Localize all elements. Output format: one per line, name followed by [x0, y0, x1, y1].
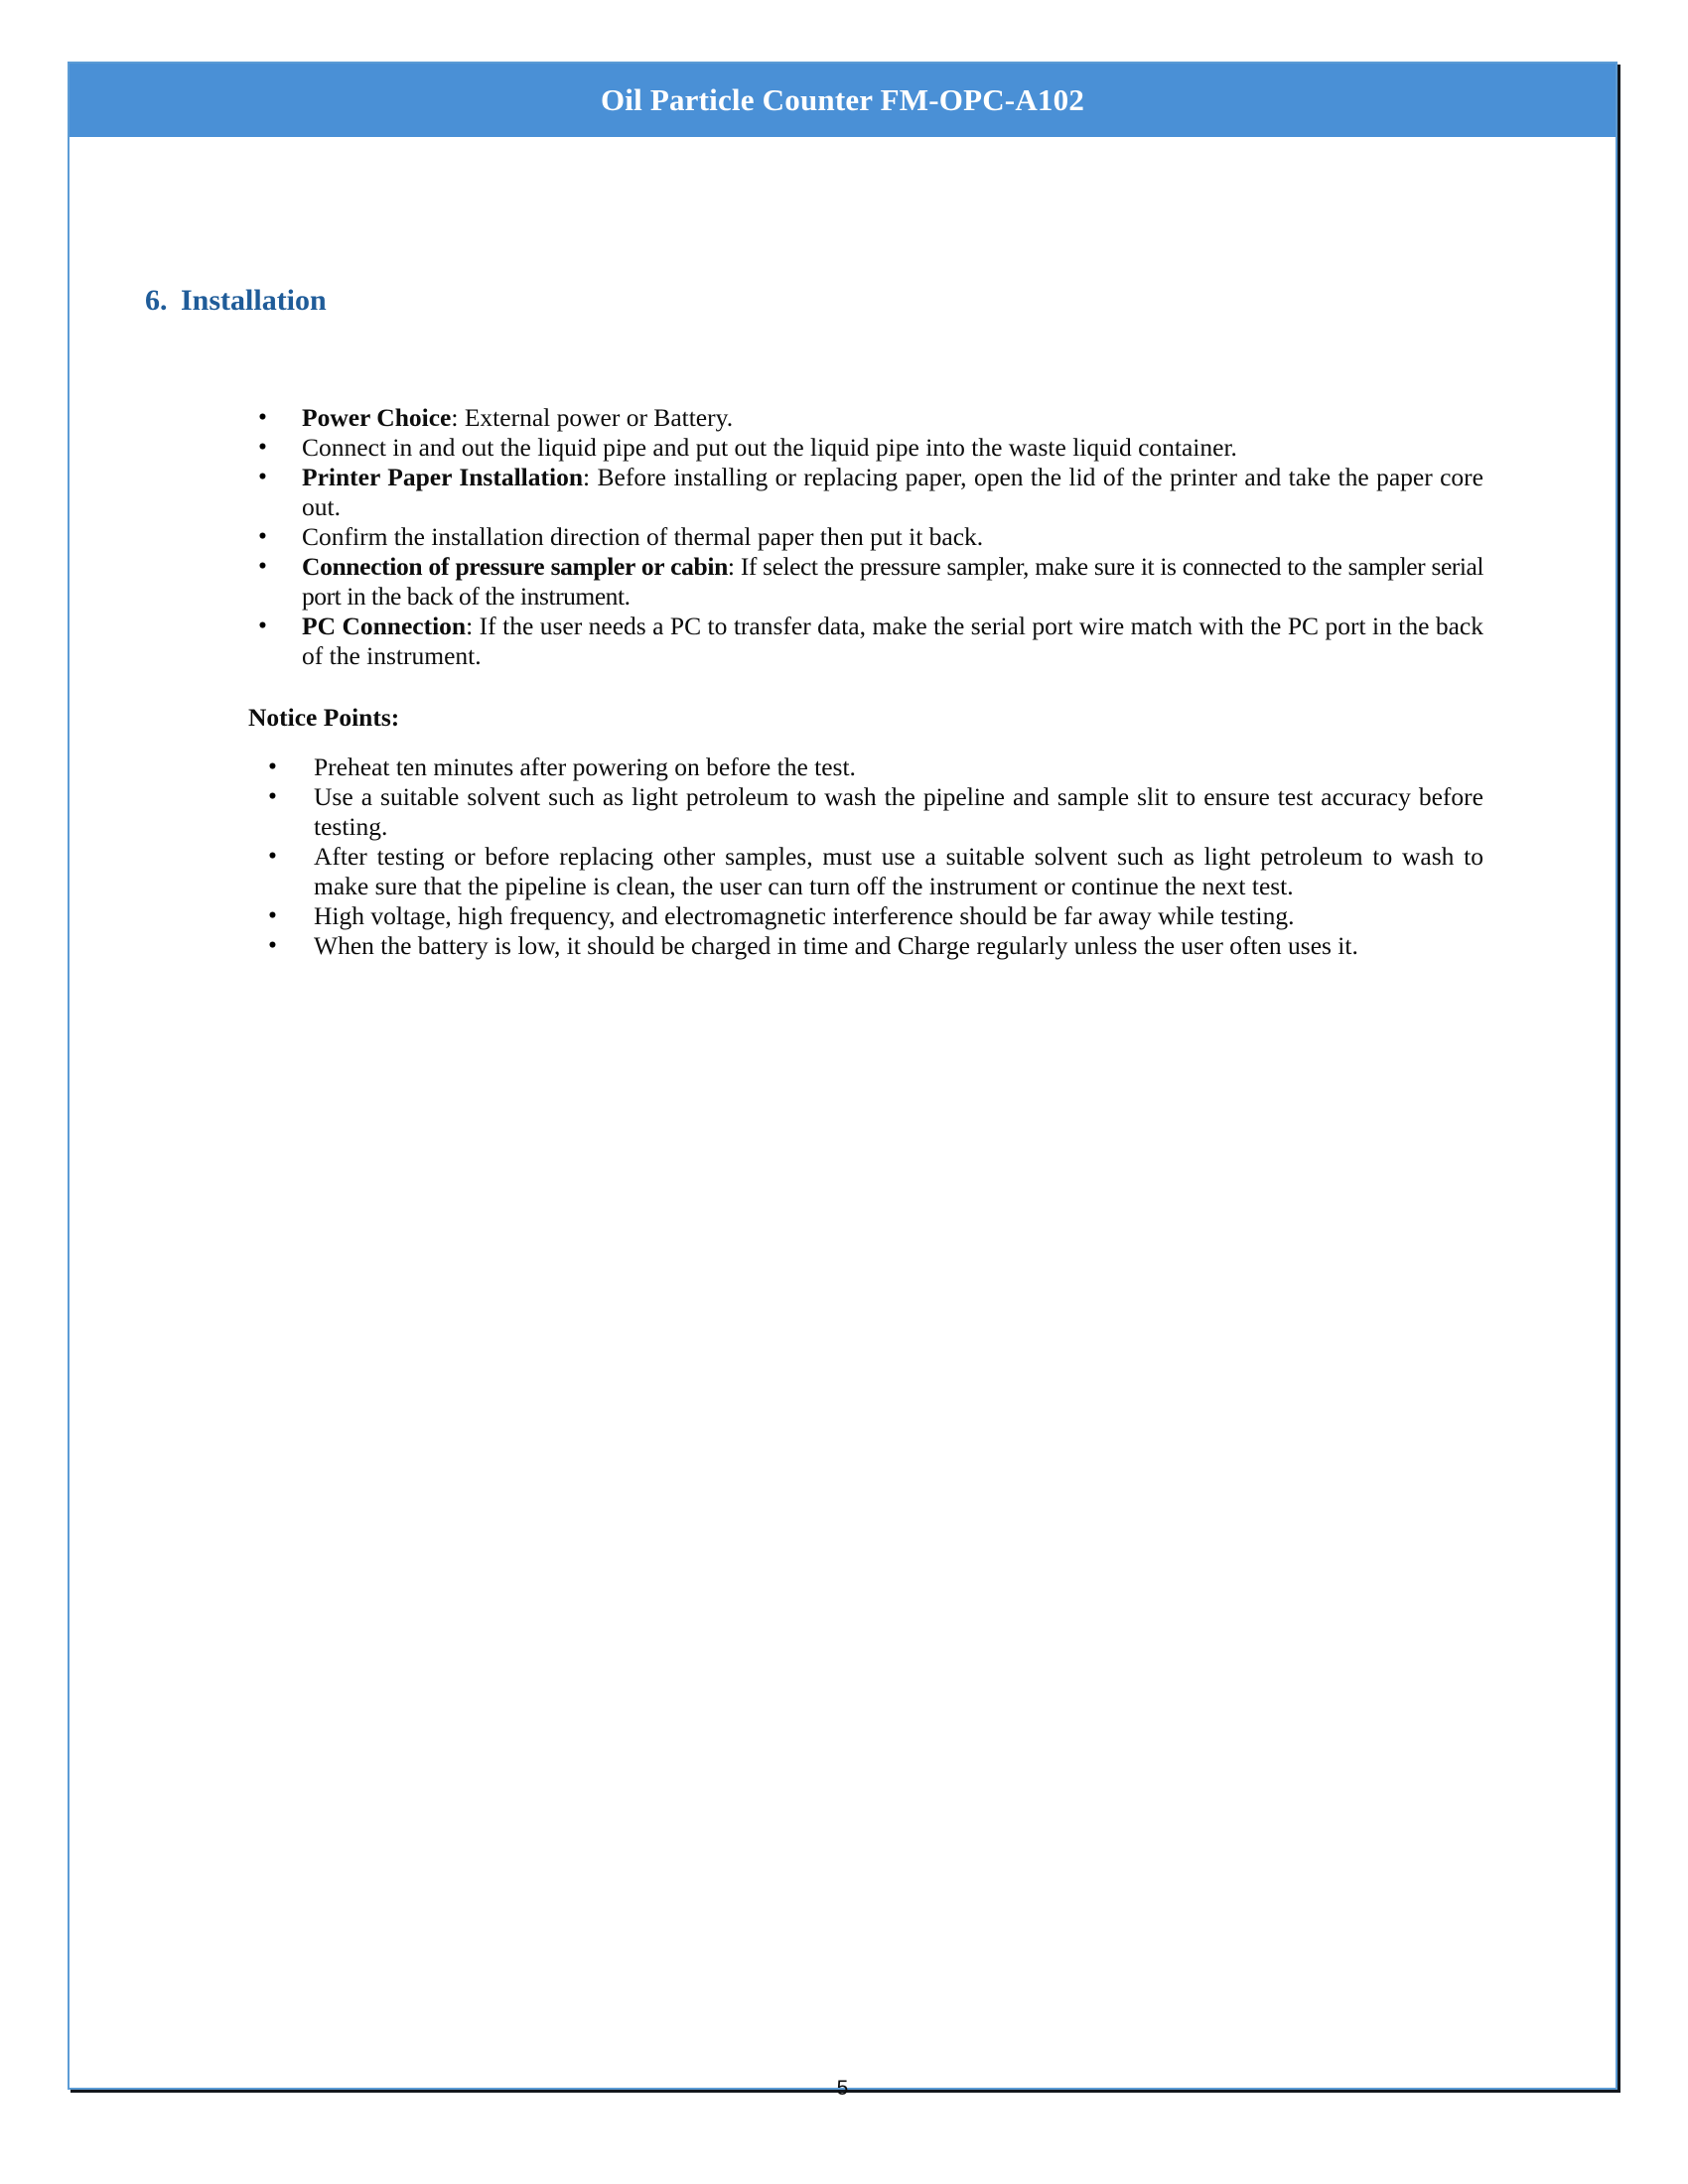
- page-frame: [68, 62, 1618, 2100]
- list-item-label: PC Connection: [302, 611, 467, 640]
- list-item-text: External power or Battery.: [464, 403, 734, 432]
- section-number: 6.: [145, 284, 168, 317]
- document-header-banner: [70, 64, 1616, 137]
- list-item: • Printer Paper Installation: Before installing or replacing paper, open the lid of the printer and take the paper core out.: [254, 463, 1483, 522]
- list-item-text: Confirm the installation direction of thermal paper then put it back.: [302, 521, 984, 551]
- list-item: • Connection of pressure sampler or cabin: If select the pressure sampler, make sure it is connected to the sampler serial port in the back of the instrument.: [254, 552, 1483, 612]
- list-item-text: Before installing or replacing paper, open the lid of the printer and take the paper core out.: [302, 462, 1483, 521]
- notice-points-bullet-list: [260, 752, 1483, 961]
- list-item-text: After testing or before replacing other samples, must use a suitable solvent such as light petroleum to wash to make sure that the pipeline is clean, the user can turn off the instrument or continue the next test.: [314, 841, 1483, 900]
- list-item: [260, 842, 1483, 901]
- list-item-text: Use a suitable solvent such as light petroleum to wash the pipeline and sample slit to ensure test accuracy before testing.: [314, 781, 1483, 841]
- list-item: [260, 901, 1483, 931]
- list-item-text: Connect in and out the liquid pipe and put out the liquid pipe into the waste liquid container.: [302, 432, 1237, 462]
- document-title: Oil Particle Counter FM-OPC-A102: [600, 82, 1085, 117]
- section-heading: [145, 284, 327, 318]
- list-item: • Power Choice: External power or Battery.: [254, 403, 1483, 433]
- list-item-text: When the battery is low, it should be charged in time and Charge regularly unless the user often uses it.: [314, 930, 1358, 960]
- list-item: [260, 752, 1483, 782]
- section-title: Installation: [181, 284, 327, 317]
- list-item-text: Preheat ten minutes after powering on before the test.: [314, 752, 856, 781]
- list-item: [260, 782, 1483, 842]
- notice-points-heading: Notice Points:: [248, 703, 400, 732]
- list-item-label: Printer Paper Installation: [302, 462, 584, 491]
- page-content: [70, 137, 1616, 2100]
- list-item: [254, 522, 1483, 552]
- list-item-text: If select the pressure sampler, make sure it is connected to the sampler serial port in the back of the instrument.: [302, 551, 1483, 611]
- list-item: [254, 433, 1483, 463]
- list-item-text: If the user needs a PC to transfer data, make the serial port wire match with the PC port in the back of the instrument.: [302, 611, 1484, 670]
- list-item-label: Connection of pressure sampler or cabin: [302, 551, 728, 581]
- list-item: [260, 931, 1483, 961]
- page-number: 5: [836, 2077, 849, 2100]
- list-item-label: Power Choice: [302, 403, 452, 432]
- list-item-text: High voltage, high frequency, and electromagnetic interference should be far away while testing.: [314, 900, 1295, 930]
- list-item: • PC Connection: If the user needs a PC to transfer data, make the serial port wire match with the PC port in the back of the instrument.: [254, 612, 1483, 671]
- installation-bullet-list: [254, 403, 1483, 671]
